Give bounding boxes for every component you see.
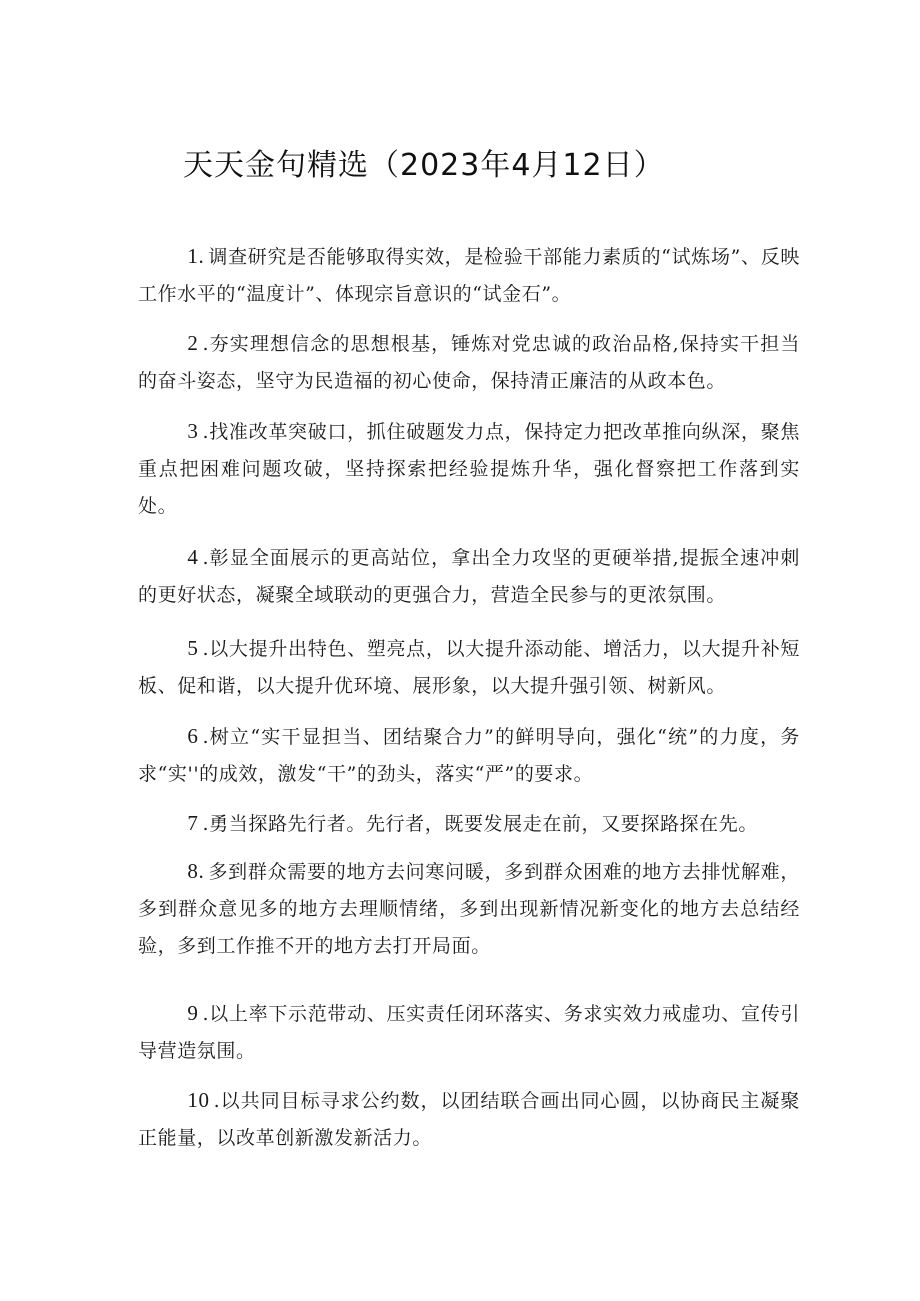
quote-text: .树立“实干显担当、团结聚合力”的鲜明导向，强化“统”的力度，务求“实''的成效，激发“干”的劲头，落实“严”的要求。	[138, 726, 800, 785]
quote-number: 8.	[187, 859, 205, 883]
quote-number: 10	[187, 1088, 210, 1112]
quote-text: .以共同目标寻求公约数，以团结联合画出同心圆，以协商民主凝聚正能量，以改革创新激发新活力。	[138, 1090, 800, 1149]
quote-paragraph-10	[138, 1082, 800, 1157]
quote-text: .以大提升出特色、塑亮点，以大提升添动能、增活力，以大提升补短板、促和谐，以大提升优环境、展形象，以大提升强引领、树新风。	[138, 638, 800, 697]
quote-paragraph-4	[138, 539, 800, 614]
quote-paragraph-1	[138, 238, 800, 313]
quote-number: 4	[187, 545, 199, 569]
quote-paragraph-6	[138, 718, 800, 793]
quote-number: 3	[187, 419, 199, 443]
quote-paragraph-3	[138, 413, 800, 525]
quote-number: 9	[187, 1001, 199, 1025]
quote-number: 7	[187, 811, 199, 835]
quote-paragraph-9	[138, 995, 800, 1070]
quote-text: .以上率下示范带动、压实责任闭环落实、务求实效力戒虚功、宣传引导营造氛围。	[138, 1003, 800, 1062]
quote-number: 2	[187, 331, 199, 355]
quote-text: .找准改革突破口，抓住破题发力点，保持定力把改革推向纵深，聚焦重点把困难问题攻破，坚持探索把经验提炼升华，强化督察把工作落到实处。	[138, 421, 800, 517]
quote-text: 多到群众需要的地方去问寒问暖，多到群众困难的地方去排忧解难，多到群众意见多的地方去理顺情绪，多到出现新情况新变化的地方去总结经验，多到工作推不开的地方去打开局面。	[138, 861, 800, 957]
quote-paragraph-2	[138, 325, 800, 400]
quote-paragraph-7	[138, 805, 800, 843]
quote-paragraph-5	[138, 630, 800, 705]
quote-text: 调查研究是否能够取得实效，是检验干部能力素质的“试炼场”、反映工作水平的“温度计”、体现宗旨意识的“试金石”。	[138, 246, 800, 305]
quote-number: 5	[187, 636, 199, 660]
quote-number: 6	[187, 724, 199, 748]
quote-number: 1.	[187, 244, 205, 268]
quote-text: .彰显全面展示的更高站位，拿出全力攻坚的更硬举措,提振全速冲刺的更好状态，凝聚全域联动的更强合力，营造全民参与的更浓氛围。	[138, 547, 800, 606]
quote-text: .夯实理想信念的思想根基，锤炼对党忠诚的政治品格,保持实干担当的奋斗姿态，坚守为民造福的初心使命，保持清正廉洁的从政本色。	[138, 333, 800, 392]
quote-paragraph-8	[138, 853, 800, 965]
quote-text: .勇当探路先行者。先行者，既要发展走在前，又要探路探在先。	[202, 813, 758, 835]
document-title: 天天金句精选（2023年4月12日）	[183, 148, 665, 183]
